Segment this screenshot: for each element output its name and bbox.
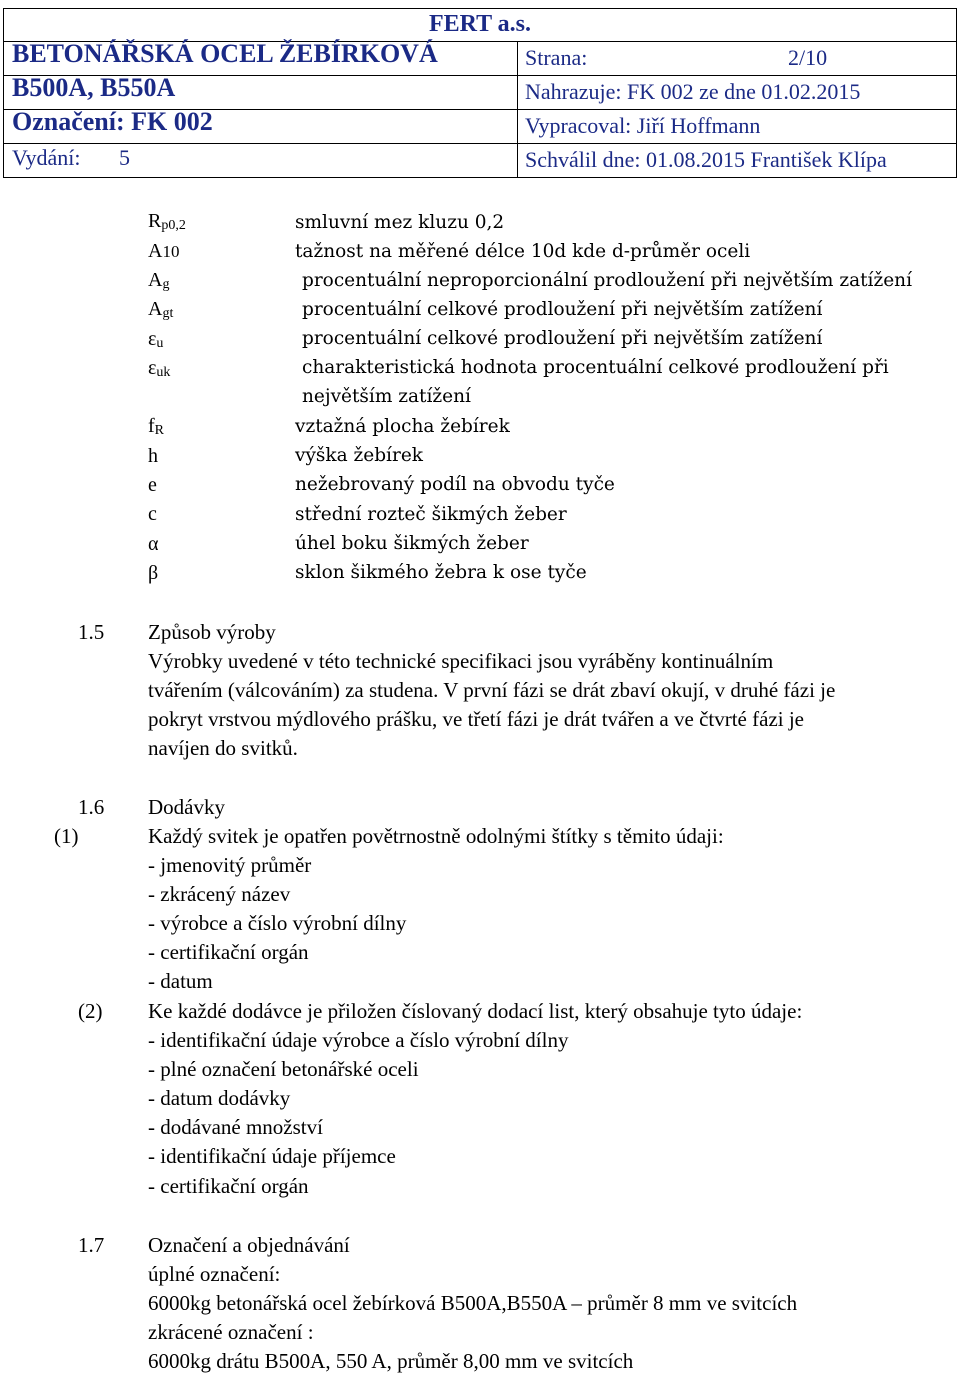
symbol-fr: $f_R$ — [148, 415, 165, 438]
page-number: 2/10 — [788, 45, 828, 70]
symbol-desc-cont: největším zatížení — [302, 386, 471, 407]
symbol-desc: výška žebírek — [295, 445, 423, 466]
symbol-eu: $\varepsilon_u$ — [148, 328, 164, 351]
symbol-desc: vztažná plocha žebírek — [295, 416, 510, 437]
list-item: - výrobce a číslo výrobní dílny — [148, 911, 407, 935]
paragraph-number: (2) — [78, 999, 103, 1023]
paragraph-line: pokryt vrstvou mýdlového prášku, ve třetí fázi je drát tvářen a ve čtvrté fázi je — [148, 707, 805, 731]
page-label: Strana: — [525, 45, 588, 70]
section-title: Způsob výroby — [148, 620, 276, 644]
list-item: - jmenovitý průměr — [148, 853, 312, 877]
symbol-desc: střední rozteč šikmých žeber — [295, 504, 567, 525]
paragraph-number: (1) — [54, 824, 79, 848]
symbol-e: e — [148, 474, 157, 496]
symbol-desc: úhel boku šikmých žeber — [295, 533, 529, 554]
document-title: BETONÁŘSKÁ OCEL ŽEBÍRKOVÁ — [12, 39, 438, 68]
symbol-h: h — [148, 445, 158, 467]
issue-value: 5 — [119, 145, 130, 170]
list-item: - identifikační údaje výrobce a číslo výrobní dílny — [148, 1028, 569, 1052]
document-designation: Označení: FK 002 — [12, 107, 213, 136]
paragraph-line: tvářením (válcováním) za studena. V první fázi se drát zbaví okují, v druhé fázi je — [148, 678, 836, 702]
section-number: 1.6 — [78, 795, 105, 819]
paragraph-line: Výrobky uvedené v této technické specifikaci jsou vyráběny kontinuálním — [148, 649, 774, 673]
section-number: 1.5 — [78, 620, 105, 644]
paragraph-line: 6000kg betonářská ocel žebírková B500A,B550A – průměr 8 mm ve svitcích — [148, 1291, 798, 1315]
symbol-beta: β — [148, 562, 159, 584]
document-header — [3, 8, 957, 178]
paragraph-line: Každý svitek je opatřen povětrnostně odolnými štítky s těmito údaji: — [148, 824, 724, 848]
prepared-by: Vypracoval: Jiří Hoffmann — [525, 113, 761, 138]
symbol-desc: sklon šikmého žebra k ose tyče — [295, 562, 587, 583]
symbol-desc: tažnost na měřené délce 10d kde d-průměr oceli — [295, 241, 751, 262]
symbol-desc: nežebrovaný podíl na obvodu tyče — [295, 474, 615, 495]
symbol-c: c — [148, 503, 157, 525]
symbol-a10: A10 — [148, 240, 180, 262]
symbol-desc: charakteristická hodnota procentuální celkové prodloužení při — [302, 357, 889, 378]
paragraph-line: 6000kg drátu B500A, 550 A, průměr 8,00 mm ve svitcích — [148, 1349, 634, 1373]
symbol-desc: smluvní mez kluzu 0,2 — [295, 212, 505, 233]
paragraph-line: zkrácené označení : — [148, 1320, 314, 1344]
list-item: - zkrácený název — [148, 882, 291, 906]
list-item: - plné označení betonářské oceli — [148, 1057, 419, 1081]
symbol-desc: procentuální celkové prodloužení při největším zatížení — [302, 328, 823, 349]
symbol-desc: procentuální celkové prodloužení při největším zatížení — [302, 299, 823, 320]
company-name: FERT a.s. — [428, 11, 532, 37]
list-item: - identifikační údaje příjemce — [148, 1144, 396, 1168]
list-item: - certifikační orgán — [148, 1174, 309, 1198]
paragraph-line: Ke každé dodávce je přiložen číslovaný dodací list, který obsahuje tyto údaje: — [148, 999, 803, 1023]
list-item: - dodávané množství — [148, 1115, 323, 1139]
product-grades: B500A, B550A — [12, 73, 176, 102]
list-item: - datum — [148, 969, 213, 993]
paragraph-line: úplné označení: — [148, 1262, 281, 1286]
issue-label: Vydání: — [12, 145, 81, 170]
list-item: - datum dodávky — [148, 1086, 291, 1110]
symbol-ag: $A_g$ — [148, 269, 170, 292]
approved-by: Schválil dne: 01.08.2015 František Klípa — [525, 147, 887, 172]
paragraph-line: navíjen do svitků. — [148, 736, 298, 760]
symbol-agt: $A_{gt}$ — [148, 298, 174, 321]
symbol-rp02: $R_{p0,2}$ — [148, 210, 186, 233]
section-number: 1.7 — [78, 1233, 105, 1257]
symbol-desc: procentuální neproporcionální prodloužení při největším zatížení — [302, 270, 913, 291]
symbol-alpha: α — [148, 533, 159, 555]
replaces-info: Nahrazuje: FK 002 ze dne 01.02.2015 — [525, 79, 861, 104]
section-title: Označení a objednávání — [148, 1233, 350, 1257]
section-title: Dodávky — [148, 795, 225, 819]
symbol-euk: $\varepsilon_{uk}$ — [148, 357, 171, 380]
list-item: - certifikační orgán — [148, 940, 309, 964]
